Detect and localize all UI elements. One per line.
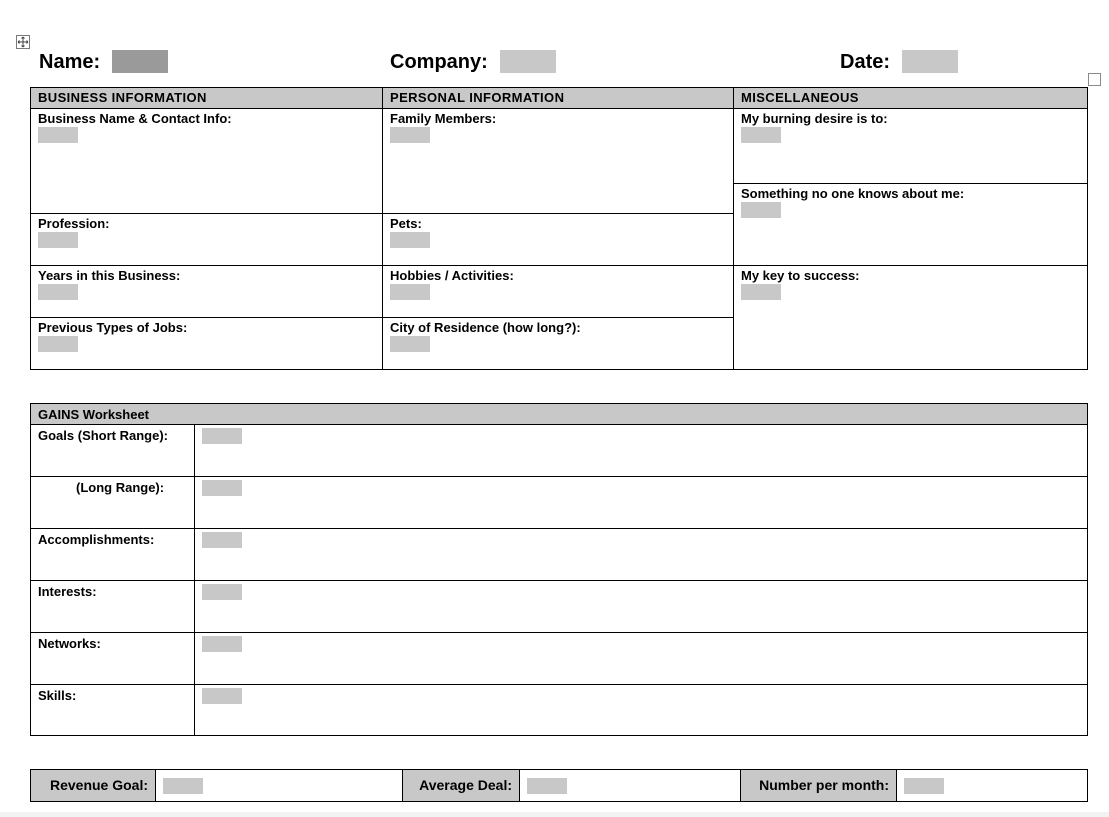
goals-long-label: (Long Range): (31, 477, 195, 529)
hobbies-field[interactable] (390, 284, 430, 300)
date-field[interactable] (902, 50, 958, 73)
skills-cell (195, 685, 1088, 736)
average-deal-cell (520, 770, 741, 802)
pets-field[interactable] (390, 232, 430, 248)
secret-label: Something no one knows about me: (741, 186, 965, 201)
previous-jobs-field[interactable] (38, 336, 78, 352)
accomplishments-label: Accomplishments: (31, 529, 195, 581)
networks-field[interactable] (202, 636, 242, 652)
secret-field[interactable] (741, 202, 781, 218)
hobbies-cell (383, 266, 734, 318)
company-label: Company: (390, 51, 488, 73)
personal-info-header: PERSONAL INFORMATION (383, 88, 734, 109)
date-label: Date: (840, 51, 891, 73)
name-label: Name: (39, 51, 101, 73)
profession-field[interactable] (38, 232, 78, 248)
revenue-goal-field[interactable] (163, 778, 203, 794)
revenue-table (30, 769, 1088, 802)
family-members-field[interactable] (390, 127, 430, 143)
profession-cell (31, 214, 383, 266)
years-field[interactable] (38, 284, 78, 300)
key-success-label: My key to success: (741, 268, 860, 283)
accomplishments-field[interactable] (202, 532, 242, 548)
skills-field[interactable] (202, 688, 242, 704)
city-label: City of Residence (how long?): (390, 320, 581, 335)
revenue-goal-label: Revenue Goal: (31, 770, 156, 802)
profession-label: Profession: (38, 216, 110, 231)
networks-label: Networks: (31, 633, 195, 685)
years-cell (31, 266, 383, 318)
business-info-header: BUSINESS INFORMATION (31, 88, 383, 109)
information-table (30, 87, 1088, 370)
name-field[interactable] (112, 50, 168, 73)
family-members-label: Family Members: (390, 111, 497, 126)
key-success-cell (734, 266, 1088, 370)
burning-desire-cell (734, 109, 1088, 184)
pets-label: Pets: (390, 216, 422, 231)
previous-jobs-label: Previous Types of Jobs: (38, 320, 188, 335)
company-field[interactable] (500, 50, 556, 73)
interests-label: Interests: (31, 581, 195, 633)
business-name-cell (31, 109, 383, 214)
skills-label: Skills: (31, 685, 195, 736)
burning-desire-field[interactable] (741, 127, 781, 143)
goals-long-field[interactable] (202, 480, 242, 496)
goals-short-field[interactable] (202, 428, 242, 444)
average-deal-field[interactable] (527, 778, 567, 794)
business-name-label: Business Name & Contact Info: (38, 111, 232, 126)
accomplishments-cell (195, 529, 1088, 581)
burning-desire-label: My burning desire is to: (741, 111, 888, 126)
goals-short-label: Goals (Short Range): (31, 425, 195, 477)
pets-cell (383, 214, 734, 266)
family-members-cell (383, 109, 734, 214)
page-bottom-strip (0, 812, 1109, 817)
secret-cell (734, 184, 1088, 266)
revenue-goal-cell (156, 770, 403, 802)
previous-jobs-cell (31, 318, 383, 370)
table-resize-handle-icon[interactable] (1088, 73, 1101, 86)
average-deal-label: Average Deal: (403, 770, 520, 802)
number-per-month-cell (897, 770, 1088, 802)
number-per-month-field[interactable] (904, 778, 944, 794)
hobbies-label: Hobbies / Activities: (390, 268, 514, 283)
networks-cell (195, 633, 1088, 685)
city-cell (383, 318, 734, 370)
key-success-field[interactable] (741, 284, 781, 300)
interests-cell (195, 581, 1088, 633)
gains-worksheet-table (30, 403, 1088, 736)
misc-header: MISCELLANEOUS (734, 88, 1088, 109)
city-field[interactable] (390, 336, 430, 352)
number-per-month-label: Number per month: (741, 770, 897, 802)
goals-short-cell (195, 425, 1088, 477)
goals-long-cell (195, 477, 1088, 529)
interests-field[interactable] (202, 584, 242, 600)
table-move-handle-icon[interactable] (16, 35, 30, 49)
gains-title: GAINS Worksheet (31, 404, 1088, 425)
years-label: Years in this Business: (38, 268, 181, 283)
business-name-field[interactable] (38, 127, 78, 143)
